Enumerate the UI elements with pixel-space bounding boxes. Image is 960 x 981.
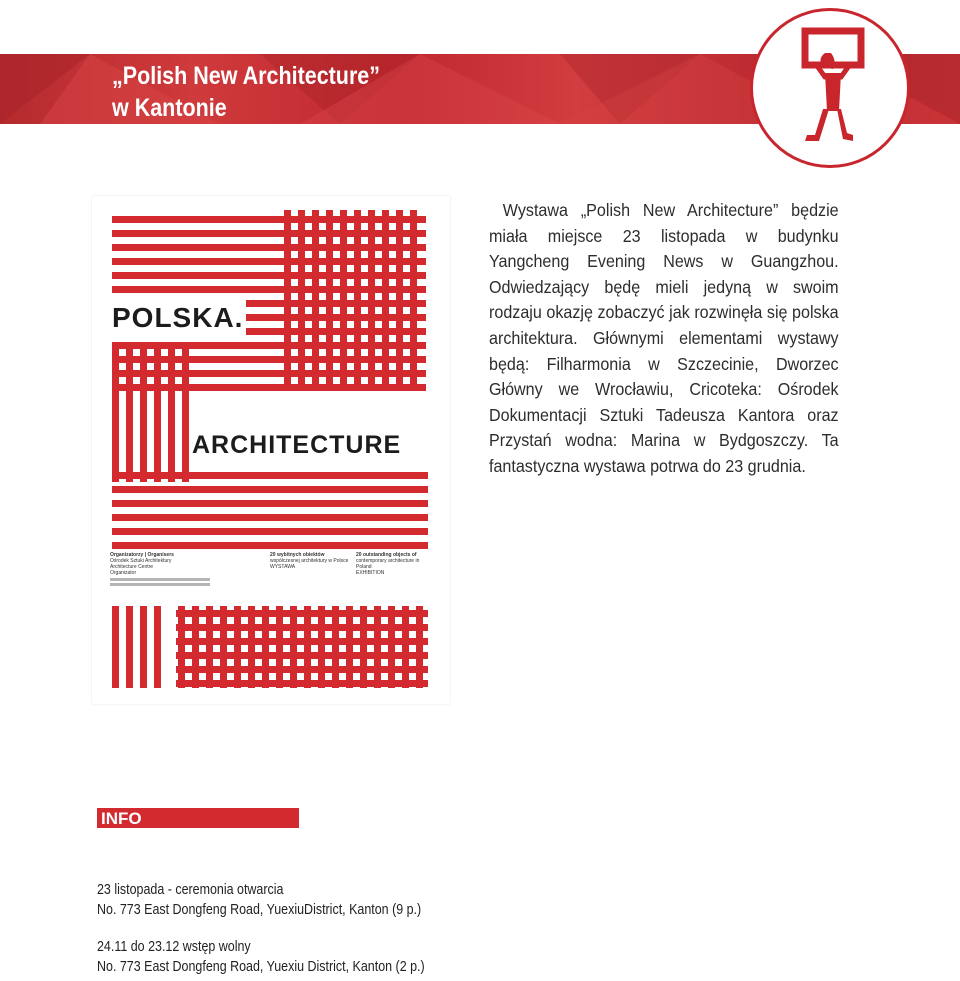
poster-stripe [178, 596, 185, 688]
poster-stripe [112, 342, 119, 482]
poster-stripe [388, 596, 395, 688]
poster-stripe [248, 596, 255, 688]
poster-stripe [140, 342, 147, 482]
exhibition-poster [92, 196, 450, 704]
poster-footer-line: WYSTAWA [270, 564, 296, 570]
poster-stripe [290, 596, 297, 688]
title-line-2: w Kantonie [112, 94, 227, 122]
poster-stripe [112, 230, 426, 237]
poster-stripe [318, 596, 325, 688]
poster-stripe [112, 216, 426, 223]
poster-footer-line: Organizator [110, 570, 137, 576]
poster-stripe [360, 596, 367, 688]
poster-footer-organisers [110, 552, 210, 588]
poster-stripe [154, 606, 161, 688]
poster-stripe [374, 596, 381, 688]
poster-stripe [354, 210, 361, 390]
poster-stripe [410, 210, 417, 390]
poster-stripe [112, 606, 119, 688]
poster-stripe [112, 500, 428, 507]
poster-stripe [112, 514, 428, 521]
poster-stripe [276, 596, 283, 688]
poster-stripe [126, 606, 133, 688]
title-line-1: „Polish New Architecture” [112, 62, 381, 90]
info-opening-date: 23 listopada - ceremonia otwarcia [97, 882, 284, 898]
poster-stripe [192, 596, 199, 688]
poster-stripe [206, 596, 213, 688]
poster-stripe [262, 596, 269, 688]
poster-footer-pl [270, 552, 350, 570]
poster-stripe [140, 606, 147, 688]
poster-stripe [304, 596, 311, 688]
poster-stripe [298, 210, 305, 390]
info-label: INFO [101, 809, 142, 828]
page-title [112, 60, 380, 124]
poster-stripe [182, 342, 189, 482]
poster-footer-rule [110, 583, 210, 586]
poster-stripe [112, 542, 428, 549]
poster-stripe [112, 272, 426, 279]
poster-stripe [112, 486, 428, 493]
poster-stripe [346, 596, 353, 688]
poster-stripe [332, 596, 339, 688]
poster-footer [110, 550, 432, 606]
info-free-entry-address: No. 773 East Dongfeng Road, Yuexiu District, Kanton (2 p.) [97, 959, 425, 975]
poster-stripe [340, 210, 347, 390]
poster-stripe [168, 342, 175, 482]
poster-footer-line: Architecture Centre [110, 564, 154, 570]
poster-stripe [126, 342, 133, 482]
poster-stripe [234, 596, 241, 688]
poster-footer-heading: Organizatorzy | Organisers [110, 552, 174, 558]
poster-stripe [112, 528, 428, 535]
poster-footer-line: 20 outstanding objects of [356, 552, 417, 558]
poster-stripe [402, 596, 409, 688]
poster-stripe [112, 286, 426, 293]
poster-stripe [416, 596, 423, 688]
person-holding-frame-icon [753, 11, 907, 165]
poster-word-polska: POLSKA. [109, 300, 246, 336]
logo-badge [750, 8, 910, 168]
poster-stripe [368, 210, 375, 390]
poster-stripe [312, 210, 319, 390]
poster-footer-line: Ośrodek Sztuki Architektury [110, 558, 172, 564]
info-free-entry-dates: 24.11 do 23.12 wstęp wolny [97, 939, 251, 955]
poster-footer-line: EXHIBITION [356, 570, 385, 576]
article-body: Wystawa „Polish New Architecture” będzie miała miejsce 23 listopada w budynku Yangcheng Evening News w Guangzhou. Odwiedzający będę mieli jedyną w swoim rodzaju okazję zobaczyć jak rozwinęła się polska architektura. Głównymi elementami wystawy będą: Filharmonia w Szczecinie, Dworzec Główny we Wrocławiu, Cricoteka: Ośrodek Dokumentacji Sztuki Tadeusza Kantora oraz Przystań wodna: Marina w Bydgoszczy. Ta fantastyczna wystawa potrwa do 23 grudnia. [489, 200, 839, 476]
poster-stripe [382, 210, 389, 390]
info-header-bar [97, 808, 299, 828]
poster-stripe [326, 210, 333, 390]
poster-footer-rule [110, 578, 210, 581]
poster-footer-line: współczesnej architektury w Polsce [270, 558, 349, 564]
poster-stripe [112, 244, 426, 251]
poster-footer-line: contemporary architecture in Poland [356, 558, 420, 570]
poster-stripe [154, 342, 161, 482]
poster-stripe [396, 210, 403, 390]
poster-footer-line: 20 wybitnych obiektów [270, 552, 325, 558]
poster-word-architecture: ARCHITECTURE [189, 429, 404, 462]
info-opening-address: No. 773 East Dongfeng Road, YuexiuDistrict, Kanton (9 p.) [97, 902, 422, 918]
poster-footer-en [356, 552, 432, 576]
poster-stripe [220, 596, 227, 688]
poster-stripe [284, 210, 291, 390]
poster-stripe [112, 258, 426, 265]
poster-stripe [112, 472, 428, 479]
